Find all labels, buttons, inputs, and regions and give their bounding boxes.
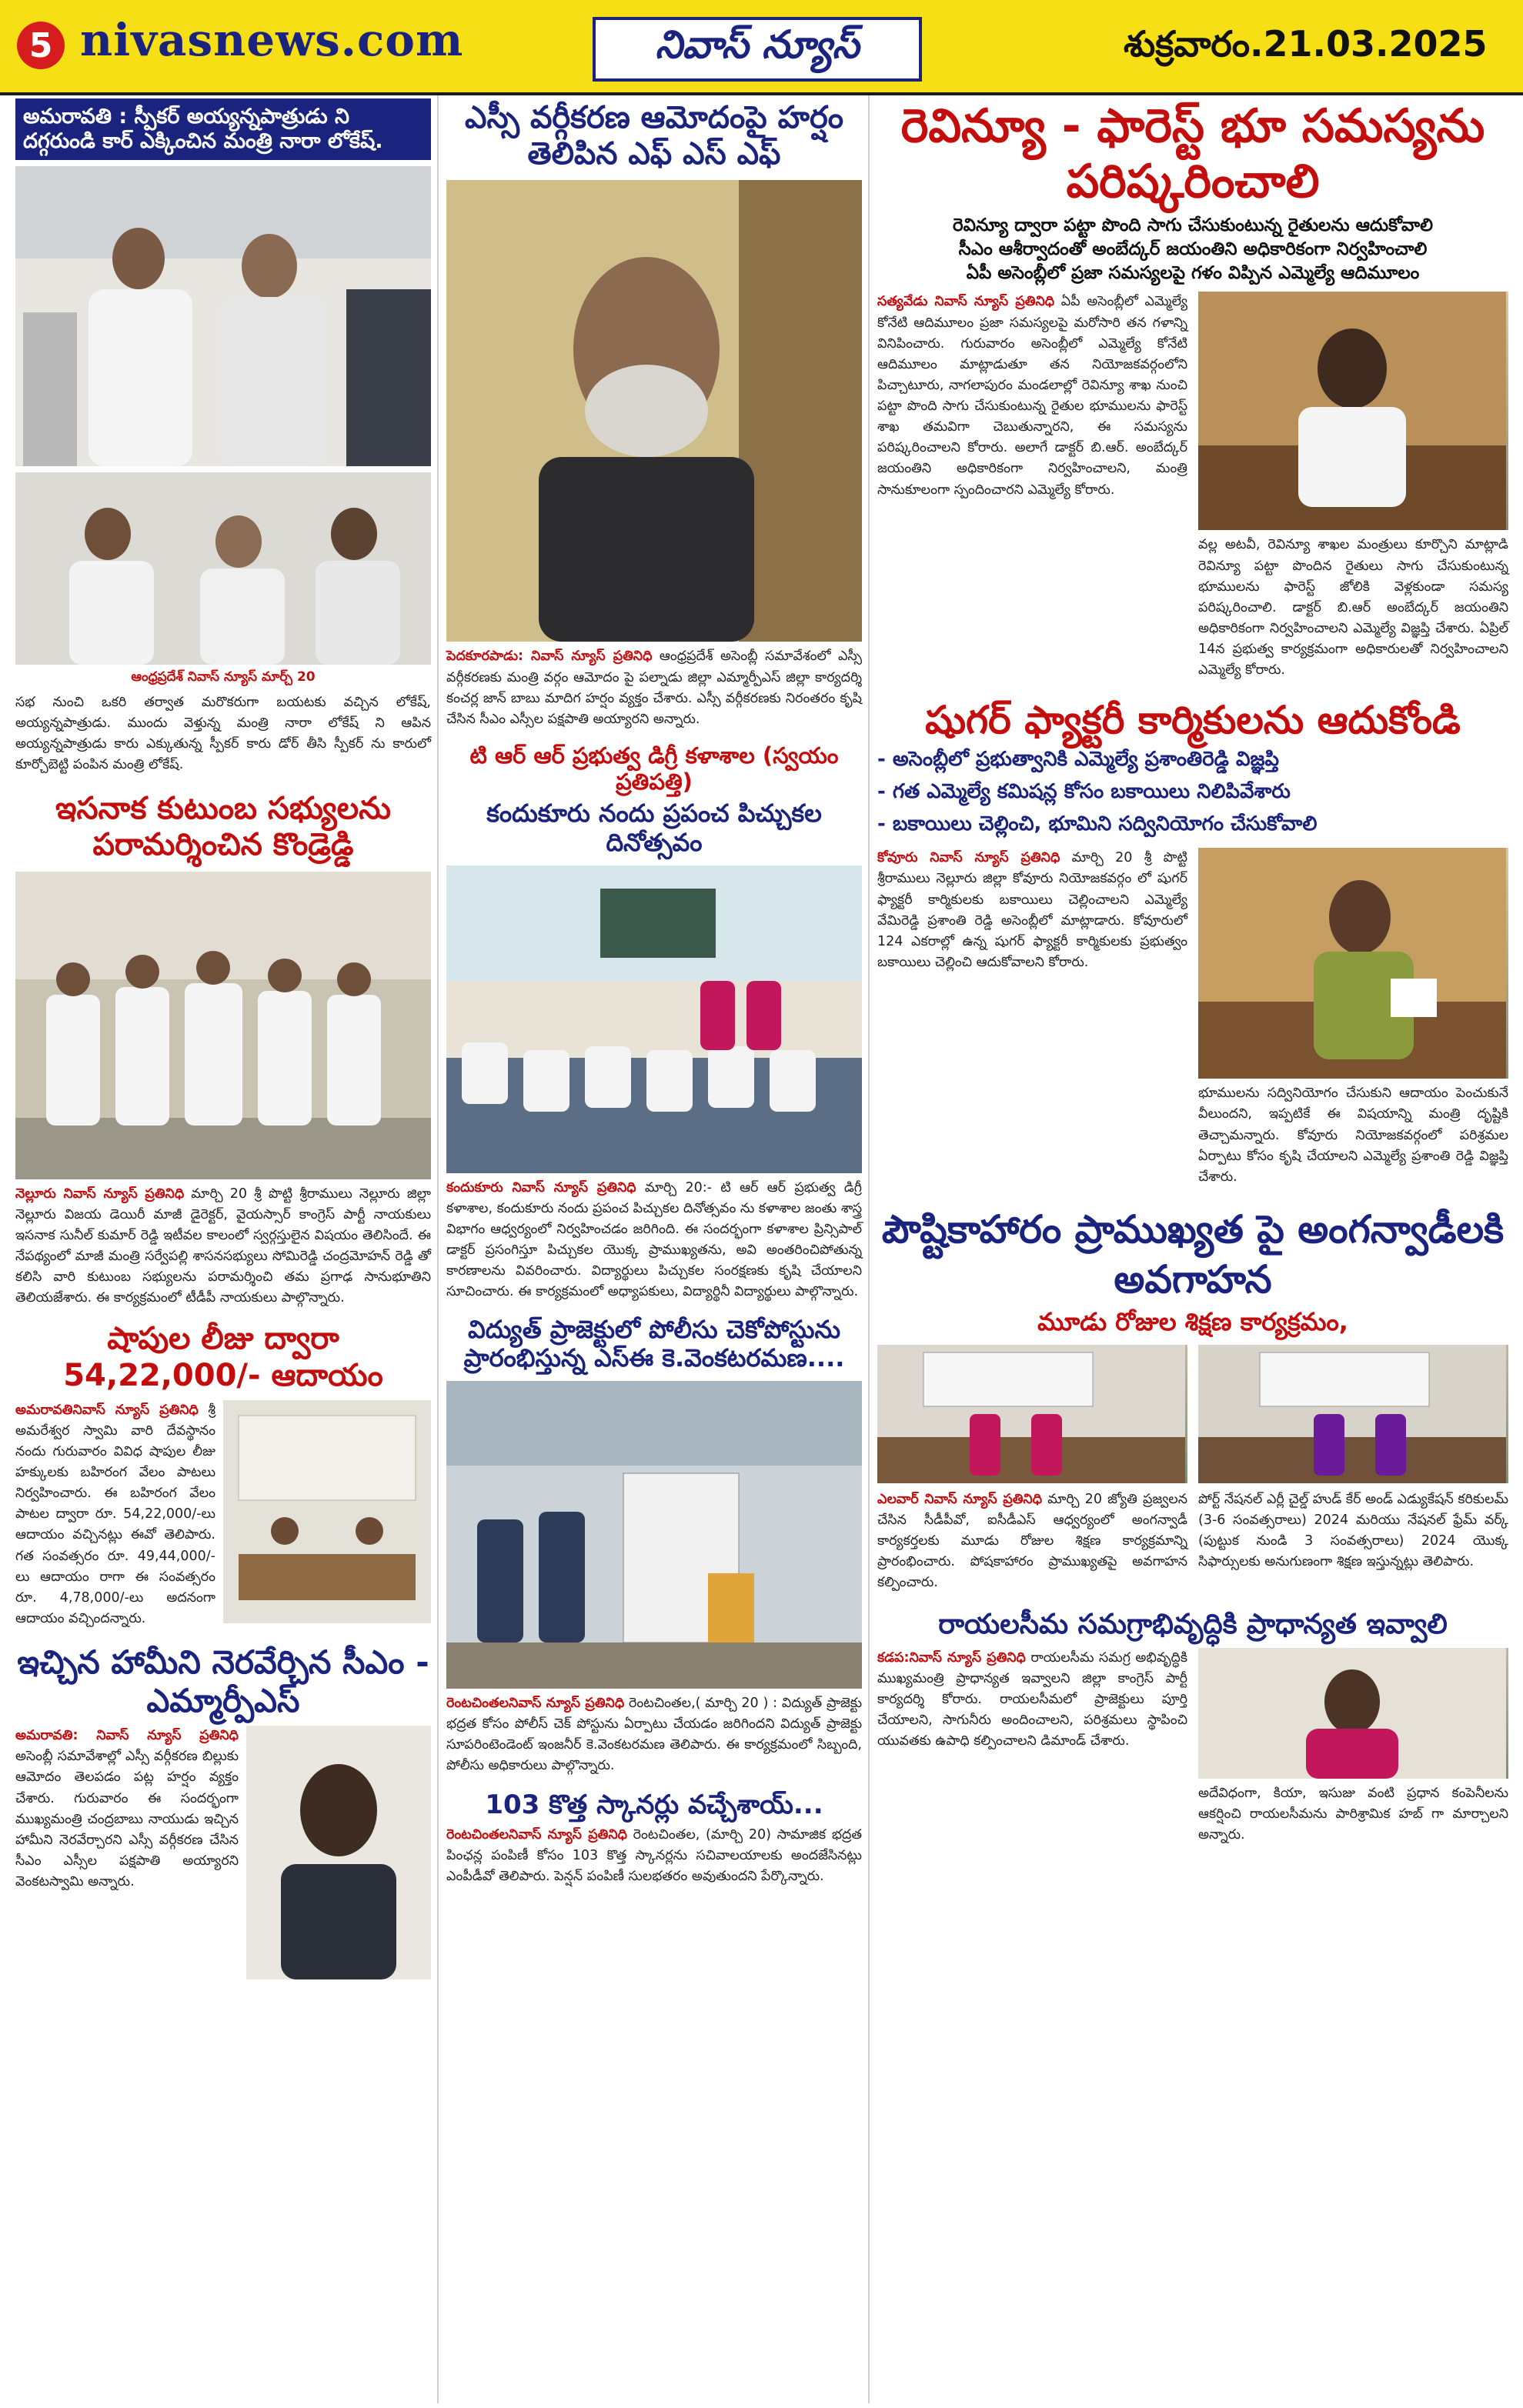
- bullet-point: - బకాయిలు చెల్లించి, భూమిని సద్వినియోగం చేసుకోవాలి: [877, 812, 1318, 836]
- story-body: [877, 1489, 1187, 1594]
- headline: 103 కొత్త స్కానర్లు వచ్చేశాయ్...: [485, 1789, 823, 1820]
- story-dateline: అమరావతి: నివాస్ న్యూస్ ప్రతినిధి: [15, 1728, 239, 1744]
- column-left: [15, 95, 431, 1979]
- story-dateline: కోవూరు నివాస్ న్యూస్ ప్రతినిధి: [877, 850, 1060, 866]
- story-body-continued: పోర్ట్ నేషనల్ ఎర్లీ చైల్డ్ హుడ్ కేర్ అండ్ ఎడ్యుకేషన్ కరికులమ్ (3-6 సంవత్సరాలు) 2024 మరియు నేషనల్ ఫ్రేమ్ వర్క్ (పుట్టుక నుండి 3 సంవత్సరాలు) 2024 యొక్క సిఫార్సులకు అనుగుణంగా శిక్షణ ఇస్తున్నట్లు తెలిపారు.: [1198, 1491, 1508, 1569]
- photo-mla-adimulam: [1198, 292, 1508, 530]
- story-body: [877, 292, 1187, 681]
- photo-mrps-leader: [246, 1726, 431, 1979]
- headline: ఇచ్చిన హామీని నెరవేర్చిన సీఎం - ఎమ్మార్పీఎస్: [17, 1643, 429, 1719]
- headline: షాపుల లీజు ద్వారా 54,22,000/- ఆదాయం: [63, 1321, 383, 1393]
- story-text: మార్చి 20 జ్యోతి ప్రజ్వలన చేసిన సీడీపీవో, ఐసీడీఎస్ ఆధ్వర్యంలో అంగన్వాడీ కార్యకర్తలకు మూడు రోజుల శిక్షణ కార్యక్రమాన్ని ప్రారంభించారు. పోషకాహారం ప్రాముఖ్యతపై అవగాహన కల్పించారు.: [877, 1491, 1187, 1591]
- story-text: రెంటచింతల,( మార్చి 20 ) : విద్యుత్ ప్రాజెక్టు భద్రత కోసం పోలీస్ చెక్ పోస్టును ఏర్పాటు చేయడం జరిగిందని విద్యుత్ ప్రాజెక్టు సూపరింటెండెంట్ ఇంజనీర్ కె.వెంకటరమణ తెలిపారు. ఈ కార్యక్రమంలో సిబ్బంది, పోలీసు అధికారులు పాల్గొన్నారు.: [446, 1696, 862, 1774]
- kicker: టి ఆర్ ఆర్ ప్రభుత్వ డిగ్రీ కళాశాల (స్వయం ప్రతిపత్తి): [469, 742, 839, 795]
- photo-kondreddy-visit: [15, 872, 431, 1179]
- story-text: మార్చి 20:- టి ఆర్ ఆర్ ప్రభుత్వ డిగ్రీ కళాశాల, కందుకూరు నందు ప్రపంచ పిచ్చుకల దినోత్సవం ను కళాశాల జంతు శాస్త్ర విభాగం ఆధ్వర్యంలో నిర్వహించడం జరిగింది. ఈ సందర్భంగా కళాశాల ప్రిన్సిపాల్ డాక్టర్ ప్రసంగిస్తూ పిచ్చుకల యొక్క ప్రాముఖ్యతను, అవి అంతరించిపోతున్న కారణాలను వివరించారు. విద్యార్థులు పిచ్చుకల సంరక్షణకు కృషి చేయాలని సూచించారు. ఈ కార్యక్రమంలో అధ్యాపకులు, విద్యార్థినీ విద్యార్థులు పాల్గొన్నారు.: [446, 1179, 862, 1300]
- story-body: [446, 646, 862, 730]
- story-body-continued: భూములను సద్వినియోగం చేసుకుని ఆదాయం పెంచుకునే వీలుందని, ఇప్పటికే ఈ విషయాన్ని మంత్రి దృష్టికి తెచ్చామన్నారు. కోవూరు నియోజకవర్గంలో పరిశ్రమల ఏర్పాటు కోసం కృషి చేయాలని ఎమ్మెల్యే ప్రశాంతి రెడ్డి విజ్ఞప్తి చేశారు.: [1198, 1086, 1508, 1185]
- subheadline: సీఎం ఆశీర్వాదంతో అంబేద్కర్ జయంతిని అధికారికంగా నిర్వహించాలి: [958, 239, 1428, 260]
- headline: ఇసనాక కుటుంబ సభ్యులను పరామర్శించిన కొండ్రెడ్డి: [55, 791, 391, 863]
- photo-lokesh-greeting: [15, 472, 431, 665]
- subheadline: రెవిన్యూ ద్వారా పట్టా పొంది సాగు చేసుకుంటున్న రైతులను ఆదుకోవాలి: [953, 215, 1433, 235]
- story-body: [15, 1184, 431, 1309]
- story-dateline: నెల్లూరు నివాస్ న్యూస్ ప్రతినిధి: [15, 1186, 185, 1202]
- story-text: ఏపీ అసెంబ్లీలో ఎమ్మెల్యే కోనేటి ఆదిమూలం ప్రజా సమస్యలపై మరోసారి తన గళాన్ని వినిపించారు. గురువారం అసెంబ్లీలో ఎమ్మెల్యే కోనేటి ఆదిమూలం మాట్లాడుతూ తన నియోజకవర్గంలోని పిచ్చాటూరు, నాగలాపురం మండలాల్లో రెవిన్యూ శాఖ నుంచి పట్టా పొంది సాగు చేసుకుంటున్న రైతుల భూములను ఫారెస్ట్ శాఖ తమవిగా చెబుతున్నారని, ఈ సమస్యను పరిష్కరించాలని కోరారు. అలాగే డాక్టర్ బి.ఆర్. అంబేద్కర్ జయంతిని అధికారికంగా నిర్వహించాలని, మంత్రి సానుకూలంగా స్పందించారని ఎమ్మెల్యే కోరారు.: [877, 294, 1187, 498]
- photo-anganwadi-training-2: [1198, 1345, 1508, 1483]
- story-body: [446, 1825, 862, 1887]
- website-name: nivasnews.com: [80, 14, 464, 66]
- photo-lokesh-speaker: [15, 166, 431, 466]
- headline: ఎస్సీ వర్గీకరణ ఆమోదంపై హర్షం తెలిపిన ఎఫ్ ఎస్ ఎఫ్: [465, 100, 843, 172]
- photo-mla-prashanthi-reddy: [1198, 848, 1508, 1079]
- masthead: [0, 0, 1523, 95]
- headline: అమరావతి : స్పీకర్ అయ్యన్నపాత్రుడు ని దగ్గరుండి కార్ ఎక్కించిన మంత్రి నారా లోకేష్.: [23, 105, 383, 153]
- headline: షుగర్ ఫ్యాక్టరీ కార్మికులను ఆదుకోండి: [925, 698, 1461, 743]
- story-body: [446, 1693, 862, 1777]
- headline: విద్యుత్ ప్రాజెక్టులో పోలీసు చెకోపోస్టును ప్రారంభిస్తున్న ఎస్ఈ కె.వెంకటరమణ....: [463, 1314, 845, 1373]
- story-dateline: రెంటచింతలనివాస్ న్యూస్ ప్రతినిధి: [446, 1696, 625, 1712]
- story-text: అసెంబ్లీ సమావేశాల్లో ఎస్సీ వర్గీకరణ బిల్లుకు ఆమోదం తెలపడం పట్ల హర్షం వ్యక్తం చేశారు. గురువారం ఈ సందర్భంగా ముఖ్యమంత్రి చంద్రబాబు నాయుడు ఇచ్చిన హామీని నెరవేర్చారని ఎస్సీ వర్గీకరణ చేసిన సీఎం ఎస్సీల పక్షపాతి అయ్యారని వెంకటస్వామి అన్నారు.: [15, 1749, 239, 1890]
- story-dateline: సత్యవేడు నివాస్ న్యూస్ ప్రతినిధి: [877, 294, 1055, 310]
- story-body: [15, 1726, 239, 1979]
- story-body-continued: అదేవిధంగా, కియా, ఇసుజు వంటి ప్రధాన కంపెనీలను ఆకర్షించి రాయలసీమను పారిశ్రామిక హబ్ గా మార్చాలని అన్నారు.: [1198, 1785, 1508, 1843]
- photo-anganwadi-training-1: [877, 1345, 1187, 1483]
- photo-fsf-leader: [446, 180, 862, 642]
- story-body: [15, 1400, 215, 1629]
- story-text: ఆంధ్రప్రదేశ్ అసెంబ్లీ సమావేశంలో ఎస్సీ వర్గీకరణకు మంత్రి వర్గం ఆమోదం పై పల్నాడు జిల్లా ఎమ్మార్పీఎస్ జిల్లా కార్యదర్శి కంచర్ల జాన్ బాబు మాదిగ హర్షం వ్యక్తం చేశారు. ఎస్సీ వర్గీకరణకు నిరంతరం కృషి చేసిన సీఎం ఎస్సీల పక్షపాతి అయ్యారని అన్నారు.: [446, 649, 863, 727]
- photo-police-checkpost: [446, 1381, 862, 1689]
- headline: రాయలసీమ సమగ్రాభివృద్ధికి ప్రాధాన్యత ఇవ్వాలి: [938, 1609, 1448, 1641]
- subheadline: మూడు రోజుల శిక్షణ కార్యక్రమం,: [1037, 1306, 1348, 1336]
- subheadline: ఏపీ అసెంబ్లీలో ప్రజా సమస్యలపై గళం విప్పిన ఎమ్మెల్యే ఆదిమూలం: [966, 263, 1420, 284]
- newspaper-brand: నివాస్ న్యూస్: [593, 17, 922, 82]
- story-body: [877, 848, 1187, 1188]
- story-lokesh-headline-bar: [15, 98, 431, 160]
- story-text: రాయలసీమ సమగ్ర అభివృద్ధికి ముఖ్యమంత్రి ప్రాధాన్యత ఇవ్వాలని జిల్లా కాంగ్రెస్ పార్టీ కార్యదర్శి కోరారు. రాయలసీమలో ప్రాజెక్టులు పూర్తి చేయాలని, సాగునీరు అందించాలని, పరిశ్రమలు స్థాపించి యువతకు ఉపాధి కల్పించాలని డిమాండ్ చేశారు.: [877, 1649, 1188, 1749]
- bullet-point: - అసెంబ్లీలో ప్రభుత్వానికి ఎమ్మెల్యే ప్రశాంతిరెడ్డి విజ్ఞప్తి: [877, 748, 1279, 772]
- story-dateline: కడప:నివాస్ న్యూస్ ప్రతినిధి: [877, 1649, 1026, 1666]
- story-dateline: అమరావతినివాస్ న్యూస్ ప్రతినిధి: [15, 1402, 199, 1418]
- photo-shop-lease-auction: [223, 1400, 431, 1623]
- story-dateline: ఎలవార్ నివాస్ న్యూస్ ప్రతినిధి: [877, 1491, 1043, 1507]
- story-text: రెంటచింతల, (మార్చి 20) సామాజిక భద్రత పింఛన్ల పంపిణీ కోసం 103 కొత్త స్కానర్లను సచివాలయాలకు అందజేసినట్లు ఎంపీడీవో తెలిపారు. పెన్షన్ పంపిణీ సులభతరం అవుతుందని పేర్కొన్నారు.: [446, 1826, 863, 1884]
- issue-date: శుక్రవారం.21.03.2025: [1124, 23, 1488, 65]
- story-dateline: పెదకూరపాడు: నివాస్ న్యూస్ ప్రతినిధి: [446, 649, 653, 665]
- headline: పౌష్టికాహారం ప్రాముఖ్యత పై అంగన్వాడీలకి అవగాహన: [881, 1206, 1505, 1302]
- photo-caption: ఆంధ్రప్రదేశ్ నివాస్ న్యూస్ మార్చ్ 20: [131, 669, 316, 685]
- photo-rayalaseema-speaker: [1198, 1648, 1508, 1779]
- headline: కందుకూరు నందు ప్రపంచ పిచ్చుకల దినోత్సవం: [486, 799, 822, 858]
- story-body: సభ నుంచి ఒకరి తర్వాత మరొకరుగా బయటకు వచ్చిన లోకేష్, అయ్యన్నపాత్రుడు. ముందు వెళ్తున్న మంత్రి నారా లోకేష్ ని ఆపిన అయ్యన్నపాత్రుడు కారు ఎక్కుతున్న స్పీకర్ కారు డోర్ తీసి స్పీకర్ ను కారులో కూర్చోబెట్టి పంపిన మంత్రి లోకేష్.: [15, 694, 431, 773]
- story-body-continued: వల్ల అటవీ, రెవిన్యూ శాఖల మంత్రులు కూర్చొని మాట్లాడి రెవిన్యూ పట్టా పొందిన రైతులు సాగు చేసుకుంటున్న భూములను ఫారెస్ట్ జోలికి వెళ్లకుండా సమస్య పరిష్కరించాలి. డాక్టర్ బి.ఆర్ అంబేద్కర్ జయంతిని అధికారికంగా నిర్వహించాలని ఎమ్మెల్యే విజ్ఞప్తి చేశారు. ఏప్రిల్ 14న ప్రభుత్వ కార్యక్రమంగా అధికారులతో నిర్వహించాలని ఎమ్మెల్యే కోరారు.: [1198, 537, 1508, 679]
- photo-sparrow-day-event: [446, 865, 862, 1173]
- page-number-badge: 5: [17, 22, 65, 69]
- story-text: శ్రీ అమరేశ్వర స్వామి వారి దేవస్థానం నందు గురువారం వివిధ షాపుల లీజు హక్కులకు బహిరంగ వేలం పాటలు నిర్వహించారు. ఈ బహిరంగ వేలం పాటల ద్వారా రూ. 54,22,000/-లు ఆదాయం వచ్చినట్లు ఈవో తెలిపారు. గత సంవత్సరం రూ. 49,44,000/-లు ఆదాయం రాగా ఈ సంవత్సరం రూ. 4,78,000/-లు అదనంగా ఆదాయం వచ్చిందన్నారు.: [15, 1402, 215, 1626]
- bullet-point: - గత ఎమ్మెల్యే కమిషన్ల కోసం బకాయిలు నిలిపివేశారు: [877, 780, 1291, 804]
- story-dateline: కందుకూరు నివాస్ న్యూస్ ప్రతినిధి: [446, 1179, 636, 1196]
- story-body: [446, 1178, 862, 1303]
- story-body: [877, 1648, 1187, 1846]
- column-divider: [868, 95, 870, 2403]
- column-right: [877, 95, 1508, 1846]
- story-dateline: రెంటచింతలనివాస్ న్యూస్ ప్రతినిధి: [446, 1826, 627, 1843]
- column-middle: [446, 95, 862, 1887]
- column-divider: [437, 95, 439, 2403]
- story-text: మార్చి 20 శ్రీ పొట్టి శ్రీరాములు నెల్లూరు జిల్లా కోవూరు నియోజకవర్గం లో షుగర్ ఫ్యాక్టరీ కార్మికులకు బకాయిలు చెల్లించాలని ఎమ్మెల్యే వేమిరెడ్డి ప్రశాంతి రెడ్డి అసెంబ్లీలో మాట్లాడారు. కోవూరులో 124 ఎకరాల్లో ఉన్న షుగర్ ఫ్యాక్టరీ కార్మికులకు ప్రభుత్వం బకాయిలు చెల్లించి ఆదుకోవాలని కోరారు.: [877, 850, 1187, 970]
- headline: రెవిన్యూ - ఫారెస్ట్ భూ సమస్యను పరిష్కరించాలి: [900, 99, 1485, 208]
- story-text: మార్చి 20 శ్రీ పొట్టి శ్రీరాములు నెల్లూరు జిల్లా నెల్లూరు విజయ డెయిరీ మాజీ డైరెక్టర్, వైయస్సార్ కాంగ్రెస్ పార్టీ నాయకులు ఇసనాక సునీల్ కుమార్ రెడ్డి ఇటీవల కాలంలో స్వర్గస్తులైన విషయం తెలిసిందే. ఈ నేపథ్యంలో మాజీ మంత్రి సర్వేపల్లి శాసనసభ్యులు సోమిరెడ్డి చంద్రమోహన్ రెడ్డి తో కలిసి వారి కుటుంబ సభ్యులను పరామర్శించి తమ ప్రగాఢ సానుభూతిని తెలియజేశారు. ఈ కార్యక్రమంలో టీడీపీ నాయకులు పాల్గొన్నారు.: [15, 1186, 431, 1306]
